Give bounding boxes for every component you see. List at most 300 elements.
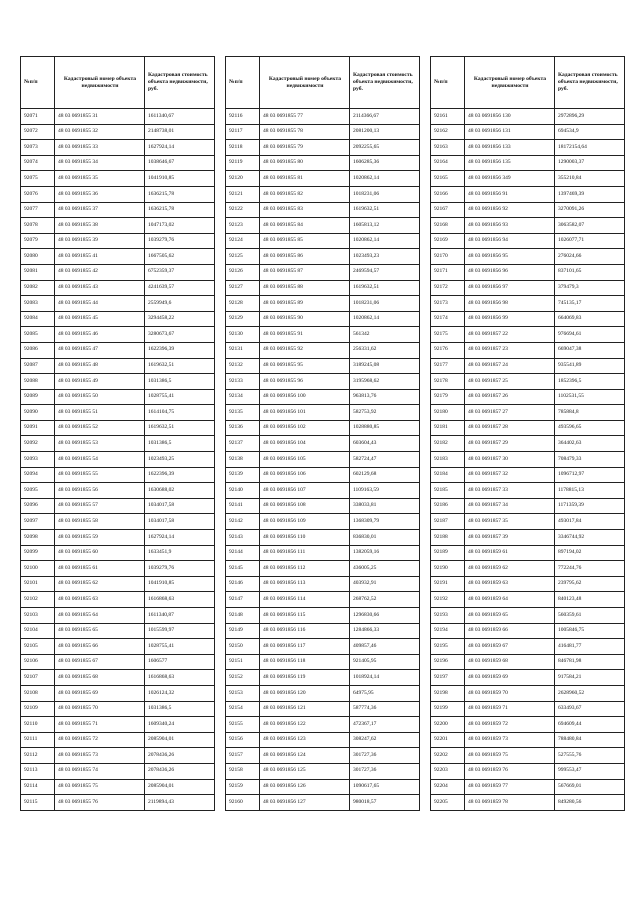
cadastral-number-cell: 48 03 0691855 43: [55, 280, 145, 296]
table-row: [226, 155, 420, 171]
table-row: [431, 732, 625, 748]
cadastral-number-cell: 48 03 0691855 63: [55, 592, 145, 608]
row-number-cell: 92180: [431, 405, 465, 421]
table-row: [431, 436, 625, 452]
cadastral-value-cell: 1023493,25: [145, 452, 215, 468]
row-number-cell: 92152: [226, 670, 260, 686]
row-number-cell: 92075: [21, 171, 55, 187]
cadastral-value-cell: 1023493,23: [350, 249, 420, 265]
cadastral-value-cell: 3280673,67: [145, 327, 215, 343]
cadastral-value-cell: 1614104,75: [145, 405, 215, 421]
row-number-cell: 92196: [431, 654, 465, 670]
table-row: [226, 374, 420, 390]
row-number-cell: 92150: [226, 639, 260, 655]
row-number-cell: 92156: [226, 732, 260, 748]
table-row: [431, 374, 625, 390]
row-number-cell: 92097: [21, 514, 55, 530]
table-row: [431, 124, 625, 140]
row-number-cell: 92177: [431, 358, 465, 374]
cadastral-number-cell: 48 03 0691856 119: [260, 670, 350, 686]
table-row: [226, 280, 420, 296]
row-number-cell: 92155: [226, 717, 260, 733]
table-row: [226, 561, 420, 577]
cadastral-number-cell: 48 03 0691856 105: [260, 452, 350, 468]
table-row: [431, 608, 625, 624]
row-number-cell: 92134: [226, 389, 260, 405]
cadastral-number-cell: 48 03 0691855 47: [55, 342, 145, 358]
cadastral-value-cell: 1619632,51: [145, 358, 215, 374]
row-number-cell: 92099: [21, 545, 55, 561]
cadastral-number-cell: 48 03 0691855 52: [55, 420, 145, 436]
table-row: [431, 701, 625, 717]
row-number-cell: 92176: [431, 342, 465, 358]
row-number-cell: 92202: [431, 748, 465, 764]
cadastral-number-cell: 48 03 0691855 51: [55, 405, 145, 421]
table-row: [226, 342, 420, 358]
table-row: [431, 389, 625, 405]
table-row: [431, 654, 625, 670]
cadastral-number-cell: 48 03 0691859 67: [465, 639, 555, 655]
table-row: [21, 155, 215, 171]
cadastral-number-cell: 48 03 0691855 85: [260, 233, 350, 249]
cadastral-value-cell: 2628960,52: [555, 685, 625, 701]
cadastral-value-cell: 1018231,06: [350, 186, 420, 202]
table-header-row: [21, 57, 215, 109]
cadastral-value-cell: 1606285,36: [350, 155, 420, 171]
cadastral-value-cell: 664069,83: [555, 311, 625, 327]
cadastral-value-cell: 1034017,58: [145, 498, 215, 514]
cadastral-value-cell: 1041910,85: [145, 576, 215, 592]
cadastral-number-cell: 48 03 0691856 112: [260, 561, 350, 577]
cadastral-value-cell: 1368309,79: [350, 514, 420, 530]
table-row: [431, 420, 625, 436]
cadastral-number-cell: 48 03 0691855 39: [55, 233, 145, 249]
row-number-cell: 92133: [226, 374, 260, 390]
table-row: [431, 561, 625, 577]
cadastral-number-cell: 48 03 0691856 106: [260, 467, 350, 483]
cadastral-value-cell: 4241639,57: [145, 280, 215, 296]
table-row: [21, 717, 215, 733]
table-row: [226, 405, 420, 421]
row-number-cell: 92181: [431, 420, 465, 436]
row-number-cell: 92190: [431, 561, 465, 577]
cadastral-number-cell: 48 03 0691856 124: [260, 748, 350, 764]
row-number-cell: 92171: [431, 264, 465, 280]
row-number-cell: 92147: [226, 592, 260, 608]
row-number-cell: 92135: [226, 405, 260, 421]
cadastral-number-cell: 48 03 0691855 72: [55, 732, 145, 748]
row-number-cell: 92090: [21, 405, 55, 421]
cadastral-number-cell: 48 03 0691855 59: [55, 530, 145, 546]
cadastral-value-cell: 1609340,24: [145, 717, 215, 733]
cadastral-value-cell: 1020862,14: [350, 233, 420, 249]
cadastral-number-cell: 48 03 0691855 34: [55, 155, 145, 171]
cadastral-value-cell: 980018,57: [350, 795, 420, 811]
cadastral-value-cell: 403932,91: [350, 576, 420, 592]
cadastral-value-cell: 1018231,06: [350, 296, 420, 312]
cadastral-number-cell: 48 03 0691856 107: [260, 483, 350, 499]
row-number-cell: 92114: [21, 779, 55, 795]
cadastral-value-cell: 840123,48: [555, 592, 625, 608]
cadastral-value-cell: 1090617,65: [350, 779, 420, 795]
row-number-cell: 92170: [431, 249, 465, 265]
cadastral-number-cell: 48 03 0691857 27: [465, 405, 555, 421]
cadastral-value-cell: 708479,33: [555, 452, 625, 468]
cadastral-table-middle: [225, 56, 420, 811]
cadastral-number-cell: 48 03 0691855 38: [55, 218, 145, 234]
cadastral-number-cell: 48 03 0691856 133: [465, 140, 555, 156]
row-number-cell: 92104: [21, 623, 55, 639]
row-number-cell: 92116: [226, 109, 260, 125]
row-number-cell: 92193: [431, 608, 465, 624]
row-number-cell: 92163: [431, 140, 465, 156]
table-row: [431, 670, 625, 686]
cadastral-number-cell: 48 03 0691856 120: [260, 685, 350, 701]
cadastral-value-cell: 999553,47: [555, 763, 625, 779]
table-row: [226, 436, 420, 452]
cadastral-number-cell: 48 03 0691856 95: [465, 249, 555, 265]
cadastral-value-cell: 582753,92: [350, 405, 420, 421]
row-number-cell: 92120: [226, 171, 260, 187]
table-row: [431, 218, 625, 234]
cadastral-value-cell: 2972896,29: [555, 109, 625, 125]
cadastral-number-cell: 48 03 0691855 36: [55, 186, 145, 202]
cadastral-value-cell: 1622396,39: [145, 467, 215, 483]
cadastral-number-cell: 48 03 0691855 75: [55, 779, 145, 795]
cadastral-number-cell: 48 03 0691857 26: [465, 389, 555, 405]
row-number-cell: 92198: [431, 685, 465, 701]
cadastral-value-cell: 1296830,66: [350, 608, 420, 624]
cadastral-value-cell: 3270091,26: [555, 202, 625, 218]
row-number-cell: 92085: [21, 327, 55, 343]
cadastral-number-cell: 48 03 0691855 61: [55, 561, 145, 577]
cadastral-value-cell: 1034017,58: [145, 514, 215, 530]
row-number-cell: 92164: [431, 155, 465, 171]
cadastral-value-cell: 239795,62: [555, 576, 625, 592]
cadastral-value-cell: 472367,17: [350, 717, 420, 733]
cadastral-number-cell: 48 03 0691856 118: [260, 654, 350, 670]
cadastral-value-cell: 436005,25: [350, 561, 420, 577]
cadastral-value-cell: 2114366,67: [350, 109, 420, 125]
table-row: [21, 576, 215, 592]
row-number-cell: 92109: [21, 701, 55, 717]
cadastral-number-cell: 48 03 0691859 76: [465, 763, 555, 779]
cadastral-value-cell: 976694,61: [555, 327, 625, 343]
table-row: [226, 264, 420, 280]
cadastral-value-cell: 963813,76: [350, 389, 420, 405]
table-row: [431, 342, 625, 358]
cadastral-value-cell: 2078436,26: [145, 763, 215, 779]
table-row: [21, 249, 215, 265]
table-row: [21, 623, 215, 639]
cadastral-value-cell: 849280,56: [555, 795, 625, 811]
row-number-cell: 92167: [431, 202, 465, 218]
cadastral-value-cell: 256331,62: [350, 342, 420, 358]
cadastral-value-cell: 897194,02: [555, 545, 625, 561]
row-number-cell: 92179: [431, 389, 465, 405]
cadastral-value-cell: 1284866,33: [350, 623, 420, 639]
row-number-cell: 92160: [226, 795, 260, 811]
cadastral-value-cell: 18172154,64: [555, 140, 625, 156]
table-row: [226, 467, 420, 483]
row-number-cell: 92128: [226, 296, 260, 312]
row-number-cell: 92136: [226, 420, 260, 436]
cadastral-number-cell: 48 03 0691856 113: [260, 576, 350, 592]
cadastral-value-cell: 603604,43: [350, 436, 420, 452]
row-number-cell: 92124: [226, 233, 260, 249]
cadastral-number-cell: 48 03 0691856 110: [260, 530, 350, 546]
cadastral-number-cell: 48 03 0691855 48: [55, 358, 145, 374]
cadastral-value-cell: 1039279,76: [145, 233, 215, 249]
cadastral-number-cell: 48 03 0691859 77: [465, 779, 555, 795]
table-row: [226, 327, 420, 343]
cadastral-number-cell: 48 03 0691855 53: [55, 436, 145, 452]
row-number-cell: 92103: [21, 608, 55, 624]
table-row: [21, 639, 215, 655]
table-row: [431, 405, 625, 421]
cadastral-number-cell: 48 03 0691859 64: [465, 592, 555, 608]
table-row: [226, 249, 420, 265]
table-row: [21, 420, 215, 436]
cadastral-value-cell: 3189245,08: [350, 358, 420, 374]
table-row: [431, 140, 625, 156]
table-header-row: [226, 57, 420, 109]
cadastral-value-cell: 2148738,01: [145, 124, 215, 140]
cadastral-number-cell: 48 03 0691855 42: [55, 264, 145, 280]
cadastral-number-cell: 48 03 0691856 111: [260, 545, 350, 561]
table-row: [431, 171, 625, 187]
table-row: [21, 109, 215, 125]
table-row: [21, 186, 215, 202]
row-number-cell: 92183: [431, 452, 465, 468]
row-number-cell: 92192: [431, 592, 465, 608]
table-row: [226, 623, 420, 639]
row-number-cell: 92082: [21, 280, 55, 296]
header-number: №п/п: [21, 57, 55, 109]
cadastral-value-cell: 527555,76: [555, 748, 625, 764]
table-row: [21, 280, 215, 296]
row-number-cell: 92154: [226, 701, 260, 717]
table-row: [226, 717, 420, 733]
table-row: [21, 545, 215, 561]
cadastral-value-cell: 1031386,5: [145, 374, 215, 390]
table-row: [21, 124, 215, 140]
cadastral-value-cell: 493017,84: [555, 514, 625, 530]
cadastral-number-cell: 48 03 0691856 115: [260, 608, 350, 624]
row-number-cell: 92123: [226, 218, 260, 234]
table-row: [431, 155, 625, 171]
table-row: [431, 576, 625, 592]
table-row: [431, 358, 625, 374]
row-number-cell: 92081: [21, 264, 55, 280]
cadastral-value-cell: 2085904,01: [145, 732, 215, 748]
cadastral-number-cell: 48 03 0691857 35: [465, 514, 555, 530]
table-row: [226, 452, 420, 468]
table-header-row: [431, 57, 625, 109]
table-row: [21, 264, 215, 280]
cadastral-number-cell: 48 03 0691857 23: [465, 342, 555, 358]
table-row: [21, 405, 215, 421]
cadastral-value-cell: 364402,63: [555, 436, 625, 452]
table-row: [21, 436, 215, 452]
cadastral-number-cell: 48 03 0691855 69: [55, 685, 145, 701]
row-number-cell: 92091: [21, 420, 55, 436]
cadastral-number-cell: 48 03 0691859 78: [465, 795, 555, 811]
cadastral-number-cell: 48 03 0691856 130: [465, 109, 555, 125]
row-number-cell: 92111: [21, 732, 55, 748]
cadastral-number-cell: 48 03 0691855 65: [55, 623, 145, 639]
table-row: [431, 545, 625, 561]
cadastral-value-cell: 1616868,63: [145, 592, 215, 608]
table-row: [431, 296, 625, 312]
cadastral-value-cell: 1028755,41: [145, 639, 215, 655]
row-number-cell: 92151: [226, 654, 260, 670]
table-row: [21, 327, 215, 343]
cadastral-number-cell: 48 03 0691856 109: [260, 514, 350, 530]
row-number-cell: 92162: [431, 124, 465, 140]
cadastral-number-cell: 48 03 0691855 68: [55, 670, 145, 686]
cadastral-number-cell: 48 03 0691855 45: [55, 311, 145, 327]
table-row: [21, 748, 215, 764]
cadastral-value-cell: 301727,36: [350, 748, 420, 764]
row-number-cell: 92118: [226, 140, 260, 156]
cadastral-number-cell: 48 03 0691855 37: [55, 202, 145, 218]
table-row: [226, 140, 420, 156]
cadastral-number-cell: 48 03 0691855 79: [260, 140, 350, 156]
cadastral-value-cell: 409857,46: [350, 639, 420, 655]
cadastral-value-cell: 2559949,6: [145, 296, 215, 312]
table-row: [226, 109, 420, 125]
row-number-cell: 92173: [431, 296, 465, 312]
row-number-cell: 92096: [21, 498, 55, 514]
row-number-cell: 92074: [21, 155, 55, 171]
table-row: [431, 530, 625, 546]
cadastral-value-cell: 6752359,37: [145, 264, 215, 280]
table-row: [226, 171, 420, 187]
cadastral-number-cell: 48 03 0691856 104: [260, 436, 350, 452]
cadastral-value-cell: 1611340,87: [145, 608, 215, 624]
cadastral-number-cell: 48 03 0691859 68: [465, 654, 555, 670]
cadastral-value-cell: 1622396,39: [145, 342, 215, 358]
table-row: [226, 576, 420, 592]
table-row: [431, 717, 625, 733]
cadastral-number-cell: 48 03 0691856 117: [260, 639, 350, 655]
cadastral-value-cell: 1038646,67: [145, 155, 215, 171]
cadastral-number-cell: 48 03 0691855 81: [260, 171, 350, 187]
cadastral-number-cell: 48 03 0691856 126: [260, 779, 350, 795]
cadastral-number-cell: 48 03 0691856 131: [465, 124, 555, 140]
table-row: [21, 608, 215, 624]
row-number-cell: 92071: [21, 109, 55, 125]
table-row: [226, 545, 420, 561]
cadastral-number-cell: 48 03 0691857 34: [465, 498, 555, 514]
row-number-cell: 92108: [21, 685, 55, 701]
table-row: [431, 763, 625, 779]
cadastral-value-cell: 308247,62: [350, 732, 420, 748]
cadastral-number-cell: 48 03 0691855 77: [260, 109, 350, 125]
table-row: [226, 311, 420, 327]
row-number-cell: 92126: [226, 264, 260, 280]
table-row: [226, 233, 420, 249]
table-row: [21, 452, 215, 468]
header-cadastral-number: Кадастровый номер объекта недвижимости: [260, 57, 350, 109]
cadastral-value-cell: 3294458,22: [145, 311, 215, 327]
row-number-cell: 92129: [226, 311, 260, 327]
row-number-cell: 92187: [431, 514, 465, 530]
cadastral-number-cell: 48 03 0691859 66: [465, 623, 555, 639]
table-row: [431, 514, 625, 530]
row-number-cell: 92157: [226, 748, 260, 764]
cadastral-number-cell: 48 03 0691855 80: [260, 155, 350, 171]
cadastral-value-cell: 64975,95: [350, 685, 420, 701]
table-row: [226, 358, 420, 374]
row-number-cell: 92089: [21, 389, 55, 405]
cadastral-value-cell: 2469594,57: [350, 264, 420, 280]
table-row: [431, 748, 625, 764]
cadastral-value-cell: 633493,67: [555, 701, 625, 717]
cadastral-value-cell: 1031386,5: [145, 701, 215, 717]
cadastral-value-cell: 1630688,02: [145, 483, 215, 499]
table-row: [226, 202, 420, 218]
cadastral-value-cell: 1633451,9: [145, 545, 215, 561]
row-number-cell: 92130: [226, 327, 260, 343]
cadastral-number-cell: 48 03 0691857 25: [465, 374, 555, 390]
row-number-cell: 92185: [431, 483, 465, 499]
row-number-cell: 92072: [21, 124, 55, 140]
cadastral-value-cell: 2085904,01: [145, 779, 215, 795]
table-row: [21, 685, 215, 701]
row-number-cell: 92131: [226, 342, 260, 358]
cadastral-value-cell: 276024,66: [555, 249, 625, 265]
cadastral-table-right: [430, 56, 625, 811]
cadastral-number-cell: 48 03 0691855 57: [55, 498, 145, 514]
cadastral-number-cell: 48 03 0691855 54: [55, 452, 145, 468]
cadastral-value-cell: 1096712,97: [555, 467, 625, 483]
cadastral-value-cell: 338033,81: [350, 498, 420, 514]
cadastral-number-cell: 48 03 0691856 97: [465, 280, 555, 296]
cadastral-number-cell: 48 03 0691856 116: [260, 623, 350, 639]
row-number-cell: 92140: [226, 483, 260, 499]
cadastral-number-cell: 48 03 0691855 92: [260, 342, 350, 358]
table-row: [21, 311, 215, 327]
table-row: [431, 249, 625, 265]
table-row: [21, 296, 215, 312]
cadastral-number-cell: 48 03 0691855 44: [55, 296, 145, 312]
row-number-cell: 92142: [226, 514, 260, 530]
table-row: [226, 608, 420, 624]
cadastral-value-cell: 1020862,14: [350, 171, 420, 187]
cadastral-number-cell: 48 03 0691859 75: [465, 748, 555, 764]
row-number-cell: 92205: [431, 795, 465, 811]
row-number-cell: 92100: [21, 561, 55, 577]
cadastral-number-cell: 48 03 0691855 70: [55, 701, 145, 717]
row-number-cell: 92166: [431, 186, 465, 202]
table-row: [431, 280, 625, 296]
cadastral-number-cell: 48 03 0691855 88: [260, 280, 350, 296]
table-row: [431, 327, 625, 343]
header-cadastral-number: Кадастровый номер объекта недвижимости: [55, 57, 145, 109]
cadastral-value-cell: 917584,21: [555, 670, 625, 686]
cadastral-value-cell: 1636215,78: [145, 202, 215, 218]
cadastral-value-cell: 1852396,5: [555, 374, 625, 390]
cadastral-value-cell: 1005846,75: [555, 623, 625, 639]
table-row: [21, 530, 215, 546]
cadastral-value-cell: 785884,8: [555, 405, 625, 421]
table-row: [431, 639, 625, 655]
cadastral-value-cell: 772244,76: [555, 561, 625, 577]
row-number-cell: 92141: [226, 498, 260, 514]
cadastral-number-cell: 48 03 0691855 74: [55, 763, 145, 779]
